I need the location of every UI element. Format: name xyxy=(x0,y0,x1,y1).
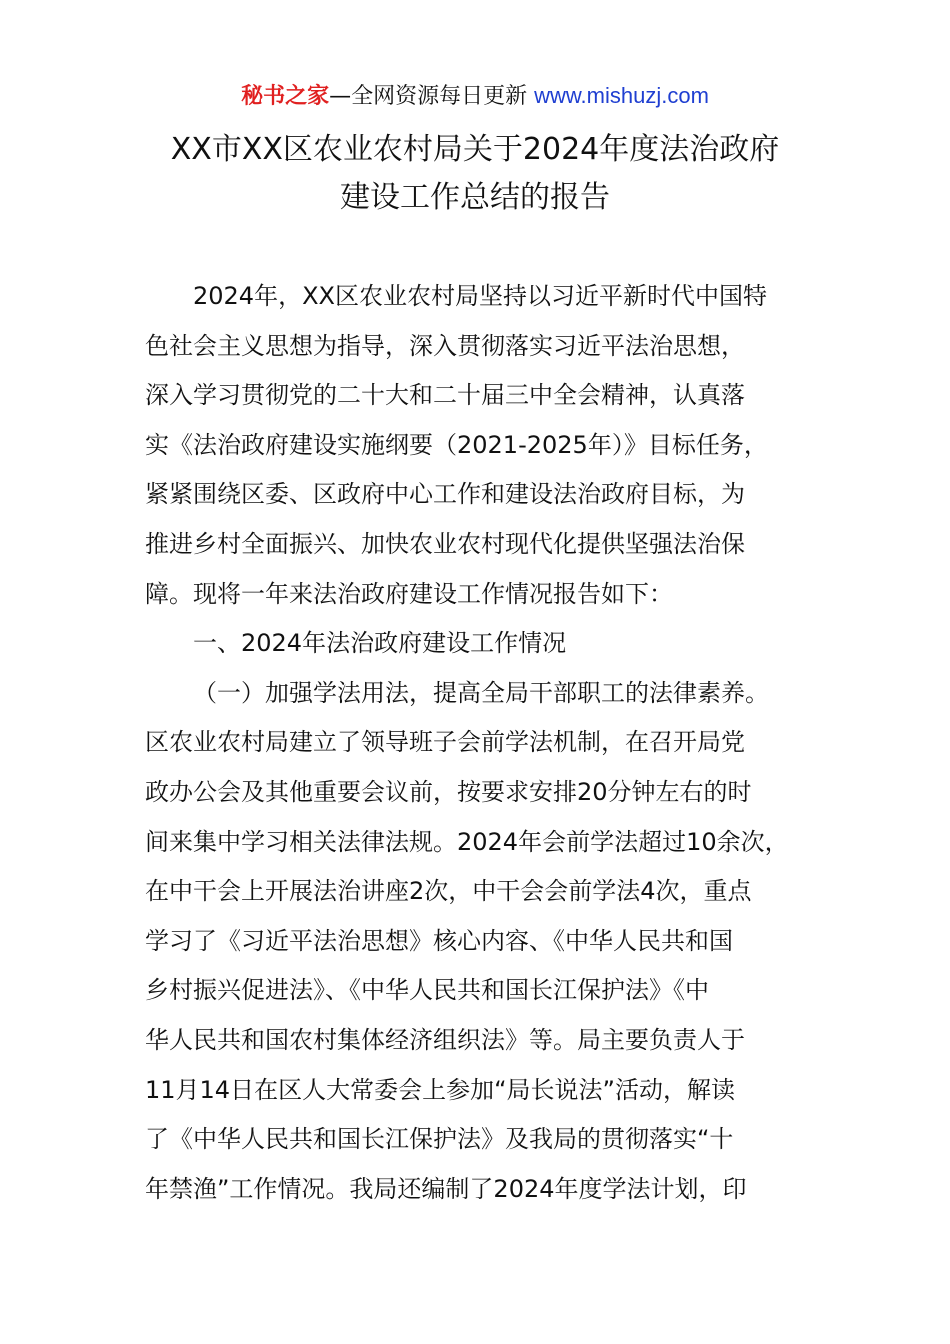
paragraph-line: 乡村振兴促进法》、《中华人民共和国长江保护法》《中 xyxy=(145,976,709,1005)
paragraph-line: 了《中华人民共和国长江保护法》及我局的贯彻落实“十 xyxy=(145,1125,734,1154)
document-body xyxy=(145,272,825,1214)
paragraph-line: 推进乡村全面振兴、加快农业农村现代化提供坚强法治保 xyxy=(145,529,745,558)
paragraph-line: 间来集中学习相关法律法规。2024年会前学法超过10余次， xyxy=(145,827,789,856)
paragraph-line: 在中干会上开展法治讲座2次，中干会会前学法4次，重点 xyxy=(145,877,752,906)
paragraph-line: 实《法治政府建设实施纲要（2021-2025年）》目标任务， xyxy=(145,430,768,459)
paragraph-line: 华人民共和国农村集体经济组织法》等。局主要负责人于 xyxy=(145,1025,745,1054)
paragraph-line: 区农业农村局建立了领导班子会前学法机制，在召开局党 xyxy=(145,728,745,757)
paragraph-line: 学习了《习近平法治思想》核心内容、《中华人民共和国 xyxy=(145,926,733,955)
banner-url: www.mishuzj.com xyxy=(534,83,709,108)
section-heading: 一、2024年法治政府建设工作情况 xyxy=(193,629,567,658)
title-line-2: 建设工作总结的报告 xyxy=(340,180,610,215)
paragraph-line: 深入学习贯彻党的二十大和二十届三中全会精神，认真落 xyxy=(145,381,745,410)
paragraph-line: 2024年，XX区农业农村局坚持以习近平新时代中国特 xyxy=(193,282,767,310)
paragraph-line: 紧紧围绕区委、区政府中心工作和建设法治政府目标，为 xyxy=(145,480,745,509)
title-line-1: XX市XX区农业农村局关于2024年度法治政府 xyxy=(170,132,780,167)
paragraph-line: 年禁渔”工作情况。我局还编制了2024年度学法计划，印 xyxy=(145,1174,747,1203)
paragraph-line: 色社会主义思想为指导，深入贯彻落实习近平法治思想， xyxy=(145,331,745,360)
paragraph-line: 政办公会及其他重要会议前，按要求安排20分钟左右的时 xyxy=(145,777,752,806)
paragraph-line: 障。现将一年来法治政府建设工作情况报告如下： xyxy=(145,579,673,608)
document-title xyxy=(0,126,950,222)
site-banner xyxy=(0,80,950,113)
subsection-heading: （一）加强学法用法，提高全局干部职工的法律素养。 xyxy=(193,678,769,707)
paragraph-line: 11月14日在区人大常委会上参加“局长说法”活动，解读 xyxy=(145,1075,735,1104)
banner-tagline: —全网资源每日更新 xyxy=(329,84,528,109)
banner-brand: 秘书之家 xyxy=(241,84,330,109)
